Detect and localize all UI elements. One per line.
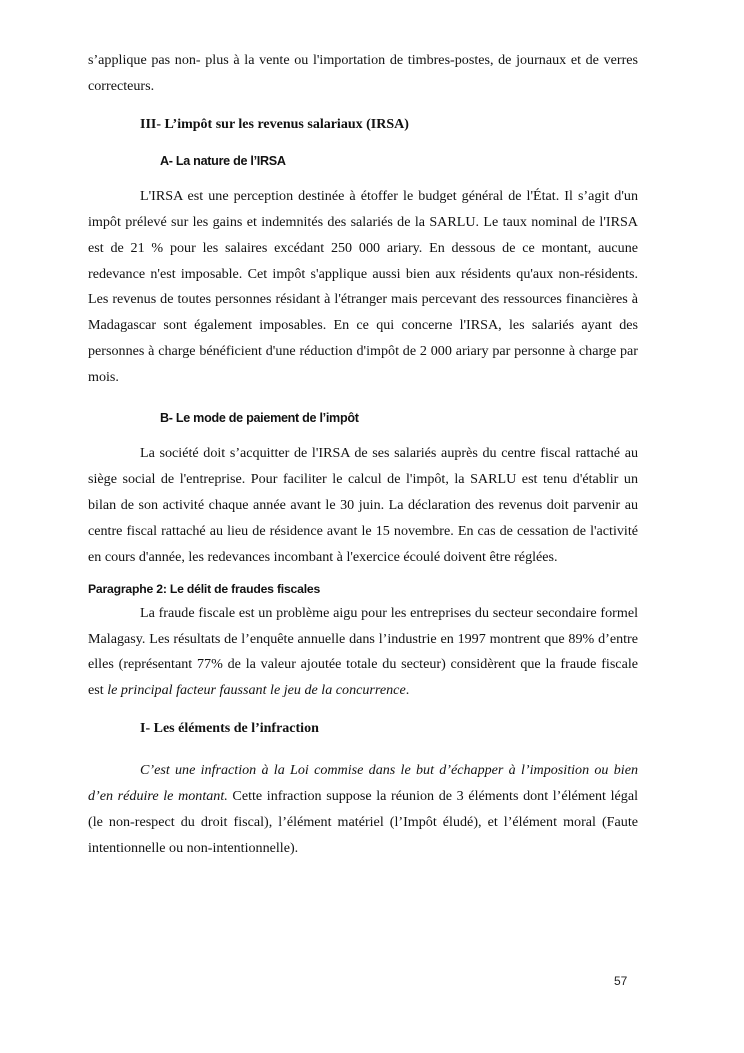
page-number: 57 bbox=[614, 974, 628, 988]
intro-paragraph: s’applique pas non- plus à la vente ou l'importation de timbres-postes, de journaux et de verres correcteurs. bbox=[88, 52, 638, 94]
paragraph-mode-paiement: La société doit s’acquitter de l'IRSA de ses salariés auprès du centre fiscal rattaché au siège social de l'entreprise. Pour faciliter le calcul de l'impôt, la SARLU est tenu d'établir un bilan de son activité chaque année avant le 30 juin. La déclaration des revenus doit parvenir au centre fiscal rattaché au lieu de résidence avant le 15 novembre. En cas de cessation de l'activité en cours d'année, les redevances incombant à l'exercice écoulé doivent être réglées. bbox=[88, 445, 638, 565]
fraude-text-after: . bbox=[405, 682, 410, 699]
paragraph-infraction bbox=[88, 758, 638, 862]
paragraph-nature-irsa: L'IRSA est une perception destinée à étoffer le budget général de l'État. Il s’agit d'un impôt prélevé sur les gains et indemnités des salariés de la SARLU. Le taux nominal de l'IRSA est de 21 % pour les salaires excédant 250 000 ariary. En dessous de ce montant, aucune redevance n'est imposable. Cet impôt s'applique aussi bien aux résidents qu'aux non-résidents. Les revenus de toutes personnes résidant à l'étranger mais percevant des ressources financières à Madagascar sont également imposables. En ce qui concerne l'IRSA, les salariés ayant des personnes à charge bénéficient d'une réduction d'impôt de 2 000 ariary par personne à charge par mois. bbox=[88, 187, 638, 386]
fraude-text-before: La fraude fiscale est un problème aigu pour les entreprises du secteur secondaire formel Malagasy. Les résultats de l’enquête annuelle dans l’industrie en 1997 montrent que 89% d’entre elles (représentant 77% de la valeur ajoutée totale du secteur) considèrent que la fraude fiscale est bbox=[88, 604, 638, 699]
subheading-mode-paiement: B- Le mode de paiement de l’impôt bbox=[160, 411, 359, 426]
infraction-normal: Cette infraction suppose la réunion de 3 éléments dont l’élément légal (le non-respect du droit fiscal), l’élément matériel (l’Impôt éludé), et l’élément moral (Faute intentionnelle ou non-intentionnelle). bbox=[88, 788, 638, 856]
document-page bbox=[88, 48, 638, 862]
infraction-italic: C’est une infraction à la Loi commise dans le but d’échapper à l’imposition ou bien d’en réduire le montant. bbox=[88, 762, 638, 805]
section-heading-irsa: III- L’impôt sur les revenus salariaux (IRSA) bbox=[140, 116, 409, 132]
fraude-text-italic: le principal facteur faussant le jeu de la concurrence bbox=[107, 682, 406, 699]
paragraph2-heading: Paragraphe 2: Le délit de fraudes fiscales bbox=[88, 581, 321, 596]
paragraph-fraude-fiscale bbox=[88, 601, 638, 705]
section-heading-infraction: I- Les éléments de l’infraction bbox=[140, 721, 319, 737]
subheading-nature-irsa: A- La nature de l’IRSA bbox=[160, 153, 286, 168]
